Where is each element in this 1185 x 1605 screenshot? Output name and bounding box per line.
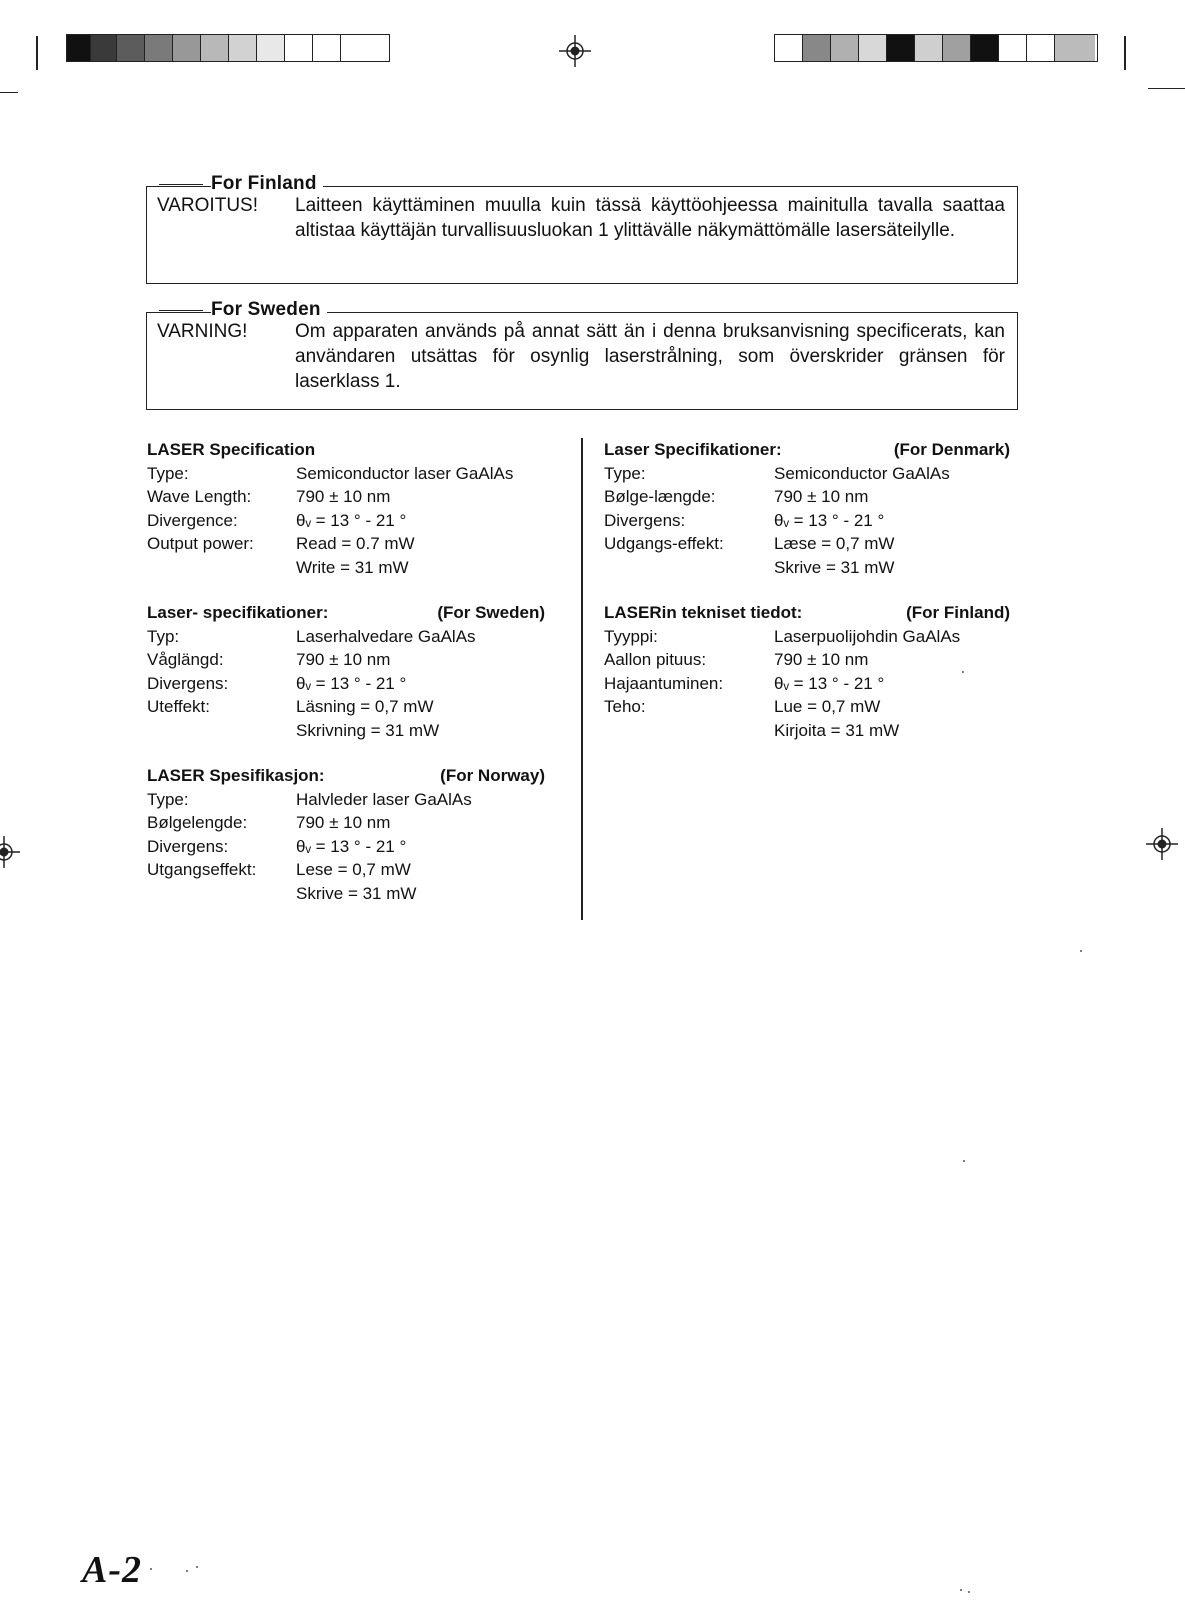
spec-column-left — [147, 438, 545, 927]
spec-heading — [147, 764, 545, 788]
spec-row — [147, 858, 545, 882]
spec-row — [147, 556, 545, 580]
spec-key — [147, 556, 296, 580]
spec-key — [147, 882, 296, 906]
spec-value: Laserhalvedare GaAlAs — [296, 626, 476, 646]
spec-heading — [147, 601, 545, 625]
spec-row — [147, 485, 545, 509]
spec-value: θᵥ = 13 ° - 21 ° — [296, 673, 407, 693]
spec-key: Divergens: — [147, 836, 229, 856]
crop-mark-right-top — [1124, 36, 1126, 70]
spec-row — [147, 509, 545, 533]
spec-row — [147, 811, 545, 835]
spec-row — [604, 485, 1010, 509]
scan-speck — [962, 671, 964, 673]
scan-speck — [960, 1589, 962, 1591]
spec-row — [147, 695, 545, 719]
spec-value: Kirjoita = 31 mW — [774, 720, 900, 740]
spec-country: (For Finland) — [906, 603, 1010, 622]
scan-speck — [968, 1591, 970, 1593]
scan-speck — [196, 1566, 198, 1568]
spec-value: Skrivning = 31 mW — [296, 720, 440, 740]
spec-value: 790 ± 10 nm — [774, 487, 869, 506]
warning-box-finland — [146, 173, 1018, 284]
warning-body — [147, 187, 1017, 243]
spec-country: (For Norway) — [440, 766, 545, 785]
spec-key — [604, 719, 774, 743]
spec-key — [147, 719, 296, 743]
spec-key: Type: — [604, 463, 646, 483]
spec-value: θᵥ = 13 ° - 21 ° — [296, 510, 407, 530]
spec-value: θᵥ = 13 ° - 21 ° — [774, 510, 885, 530]
spec-value: 790 ± 10 nm — [774, 650, 869, 669]
spec-row — [604, 509, 1010, 533]
spec-value: Læse = 0,7 mW — [774, 534, 895, 553]
spec-value: 790 ± 10 nm — [296, 813, 391, 832]
scan-speck — [186, 1570, 188, 1572]
spec-key: Divergence: — [147, 510, 238, 530]
spec-row — [147, 672, 545, 696]
warning-label: VARNING! — [157, 321, 248, 342]
spec-value: θᵥ = 13 ° - 21 ° — [296, 836, 407, 856]
spec-row — [604, 532, 1010, 556]
spec-value: Write = 31 mW — [296, 557, 409, 577]
crop-mark-left-top — [36, 36, 38, 70]
spec-title: Laser Specifikationer: — [604, 440, 782, 459]
spec-row — [147, 532, 545, 556]
spec-block-denmark — [604, 438, 1010, 579]
spec-row — [147, 648, 545, 672]
warning-text: Laitteen käyttäminen muulla kuin tässä käyttöohjeessa mainitulla tavalla saattaa altistaa käyttäjän turvallisuusluokan 1 ylittävälle näkymättömälle lasersäteilylle. — [295, 195, 1005, 241]
spec-column-right — [604, 438, 1010, 764]
spec-row — [604, 695, 1010, 719]
spec-title: LASER Spesifikasjon: — [147, 766, 325, 785]
spec-block-finland — [604, 601, 1010, 742]
calibration-bar-right — [774, 34, 1098, 62]
spec-value: Läsning = 0,7 mW — [296, 697, 434, 716]
spec-block-norway — [147, 764, 545, 905]
spec-row — [147, 625, 545, 649]
page-number: A-2 — [82, 1549, 142, 1591]
spec-key — [604, 556, 774, 580]
spec-key: Type: — [147, 789, 189, 809]
spec-row — [604, 462, 1010, 486]
spec-value: θᵥ = 13 ° - 21 ° — [774, 673, 885, 693]
spec-row — [604, 648, 1010, 672]
warning-body — [147, 313, 1017, 394]
spec-key: Wave Length: — [147, 487, 252, 506]
spec-key: Output power: — [147, 534, 254, 553]
spec-key: Uteffekt: — [147, 697, 210, 716]
spec-title: LASER Specification — [147, 440, 316, 459]
spec-value: Lese = 0,7 mW — [296, 860, 411, 879]
warning-label: VAROITUS! — [157, 195, 258, 216]
spec-row — [147, 719, 545, 743]
spec-title: LASERin tekniset tiedot: — [604, 603, 803, 622]
spec-country: (For Sweden) — [437, 603, 545, 622]
spec-key: Aallon pituus: — [604, 650, 707, 669]
spec-row — [604, 625, 1010, 649]
spec-key: Bølgelengde: — [147, 813, 248, 832]
spec-country: (For Denmark) — [893, 440, 1010, 459]
calibration-bar-left — [66, 34, 390, 62]
warning-legend — [159, 173, 323, 195]
scan-speck — [1080, 950, 1082, 952]
warning-box-sweden — [146, 299, 1018, 410]
spec-key: Teho: — [604, 697, 646, 716]
warning-title: For Sweden — [211, 299, 327, 321]
spec-key: Divergens: — [147, 673, 229, 693]
spec-key: Type: — [147, 463, 189, 483]
spec-block-laser-specification — [147, 438, 545, 579]
crop-mark-right-side — [1148, 88, 1185, 89]
spec-row — [604, 719, 1010, 743]
spec-heading — [604, 601, 1010, 625]
registration-mark-top-icon — [559, 35, 591, 67]
column-divider — [581, 438, 583, 920]
spec-value: 790 ± 10 nm — [296, 650, 391, 669]
scan-speck — [150, 1568, 152, 1570]
spec-value: Halvleder laser GaAlAs — [296, 789, 472, 809]
registration-mark-right-icon — [1146, 828, 1178, 860]
spec-title: Laser- specifikationer: — [147, 603, 329, 622]
spec-key: Utgangseffekt: — [147, 860, 257, 879]
spec-key: Våglängd: — [147, 650, 224, 669]
spec-key: Tyyppi: — [604, 626, 658, 646]
scan-speck — [963, 1160, 965, 1162]
spec-row — [604, 556, 1010, 580]
warning-legend — [159, 299, 327, 321]
spec-key: Typ: — [147, 626, 180, 646]
spec-key: Divergens: — [604, 510, 686, 530]
spec-heading — [147, 438, 545, 462]
spec-value: Skrive = 31 mW — [296, 883, 417, 903]
spec-value: Semiconductor GaAlAs — [774, 463, 950, 483]
spec-value: 790 ± 10 nm — [296, 487, 391, 506]
spec-value: Semiconductor laser GaAlAs — [296, 463, 514, 483]
spec-value: Lue = 0,7 mW — [774, 697, 881, 716]
spec-value: Laserpuolijohdin GaAlAs — [774, 626, 961, 646]
spec-row — [147, 462, 545, 486]
spec-value: Skrive = 31 mW — [774, 557, 895, 577]
warning-title: For Finland — [211, 173, 323, 195]
spec-row — [147, 788, 545, 812]
registration-mark-left-icon — [0, 836, 20, 868]
spec-block-sweden — [147, 601, 545, 742]
spec-row — [604, 672, 1010, 696]
spec-key: Hajaantuminen: — [604, 673, 724, 693]
spec-value: Read = 0.7 mW — [296, 534, 415, 553]
spec-key: Udgangs-effekt: — [604, 534, 724, 553]
spec-row — [147, 882, 545, 906]
spec-heading — [604, 438, 1010, 462]
spec-row — [147, 835, 545, 859]
spec-key: Bølge-længde: — [604, 487, 716, 506]
crop-mark-left-side — [0, 92, 18, 93]
warning-text: Om apparaten används på annat sätt än i denna bruksanvisning specificerats, kan användaren utsättas för osynlig laserstrålning, som överskrider gränsen för laserklass 1. — [295, 321, 1005, 392]
